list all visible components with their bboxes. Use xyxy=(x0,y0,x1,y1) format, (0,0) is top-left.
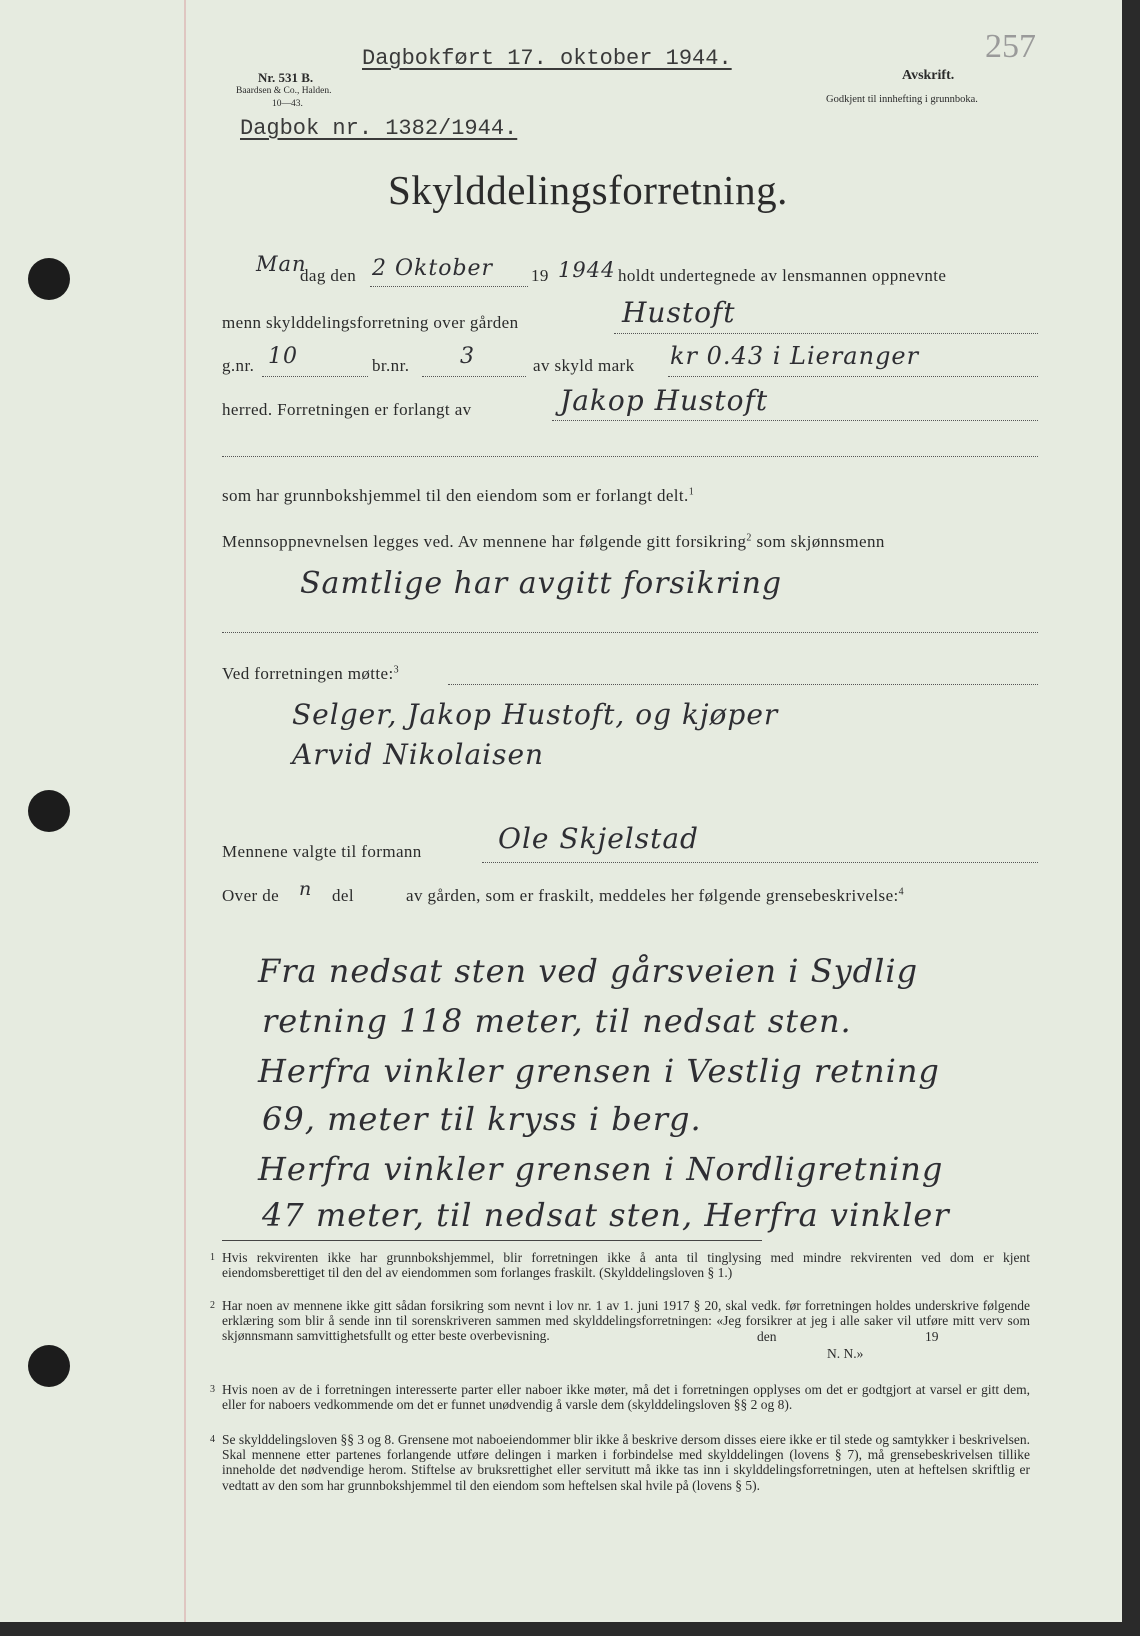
page-title: Skylddelingsforretning. xyxy=(388,167,788,213)
grense-line-1: Fra nedsat sten ved gårsveien i Sydlig xyxy=(258,952,919,990)
bnr-handwritten: 3 xyxy=(460,344,475,369)
footnote-1: 1 Hvis rekvirenten ikke har grunnbokshjemmel, blir forretningen ikke å anta til tinglysing med mindre rekvirenten ved dom er kjent eiendomsberettiget til den del av eiendommen som forlanges fraskilt. (Skylddelingsloven § 1.) xyxy=(210,1250,1030,1281)
requester-line xyxy=(552,420,1038,421)
dagbok-number: Dagbok nr. 1382/1944. xyxy=(240,116,518,141)
formann-line xyxy=(482,862,1038,863)
grense-line-6: 47 meter, til nedsat sten, Herfra vinkler xyxy=(262,1196,950,1234)
line1-text: holdt undertegnede av lensmannen oppnevnte xyxy=(618,266,947,285)
herred-label: herred. Forretningen er forlangt av xyxy=(222,400,472,419)
motte-handwritten-1: Selger, Jakop Hustoft, og kjøper xyxy=(292,698,779,731)
gnr-label: g.nr. xyxy=(222,356,255,375)
dag-den-label: dag den xyxy=(300,266,357,285)
dagbokfort-stamp: Dagbokført 17. oktober 1944. xyxy=(362,46,732,71)
skyld-handwritten: kr 0.43 i Lieranger xyxy=(670,342,920,370)
gard-line xyxy=(614,333,1038,334)
grense-line-4: 69, meter til kryss i berg. xyxy=(262,1100,702,1138)
weekday-handwritten: Man xyxy=(256,252,307,276)
motte-line xyxy=(448,684,1038,685)
motte-label: Ved forretningen møtte:$^3$ xyxy=(222,664,400,683)
form-number: Nr. 531 B. xyxy=(258,70,314,85)
over-handwritten: n xyxy=(299,878,313,900)
motte-handwritten-2: Arvid Nikolaisen xyxy=(292,738,545,771)
grense-line-2: retning 118 meter, til nedsat sten. xyxy=(262,1002,852,1040)
forsikring-handwritten: Samtlige har avgitt forsikring xyxy=(300,566,783,601)
footnote-2-nn: N. N.» xyxy=(827,1345,864,1361)
skyld-line xyxy=(668,376,1038,377)
footnote-2-den: den xyxy=(757,1328,777,1344)
year-handwritten: 1944 xyxy=(558,258,616,282)
punch-hole xyxy=(28,258,70,300)
gnr-line xyxy=(262,376,368,377)
year-prefix: 19 xyxy=(531,266,549,285)
footnote-3: 3 Hvis noen av de i forretningen interesserte parter eller naboer ikke møter, må det i forretningen opplyses om det er godtgjort at varsel er gitt dem, eller for naboers vedkommende om det er funnet unødvendig å varsle dem (skylddelingsloven §§ 2 og 8). xyxy=(210,1382,1030,1413)
forsikring-label: Mennsoppnevnelsen legges ved. Av mennene har følgende gitt forsikring$^2$ som skjønnsmenn xyxy=(222,532,885,551)
page-number: 257 xyxy=(985,28,1036,65)
gnr-handwritten: 10 xyxy=(268,344,298,369)
formann-handwritten: Ole Skjelstad xyxy=(498,822,699,855)
forsikring-line xyxy=(222,632,1038,633)
grense-label: av gården, som er fraskilt, meddeles her følgende grensebeskrivelse:$^4$ xyxy=(406,886,905,905)
godkjent-note: Godkjent til innhefting i grunnboka. xyxy=(826,94,978,105)
avskrift-label: Avskrift. xyxy=(902,68,955,83)
over-label: Over de xyxy=(222,886,280,905)
footnote-2: 2 Har noen av mennene ikke gitt sådan forsikring som nevnt i lov nr. 1 av 1. juni 1917 § 20, skal vedk. før forretningen holdes underskrive følgende erklæring som blir å sende inn til sorenskriveren sammen med skylddelingsforretningen: «Jeg forsikrer at jeg i alle saker vil utføre mitt verv som skjønnsmann samvittighetsfullt og etter beste overbevisning. den 19 N. N.» xyxy=(210,1298,1030,1361)
footnote-4: 4 Se skylddelingsloven §§ 3 og 8. Grensene mot naboeiendommer blir ikke å beskrive dersom disses eiere ikke er til stede og samtykker i beskrivelsen. Skal mennene etter partenes forlangende utføre delingen i marken i forbindelse med skylddelingen (lovens § 7), må grensebeskrivelsen tillike inneholde det nødvendige herom. Stiftelse av bruksrettighet eller servitutt må ikke tas inn i skylddelingsforretningen, uten at heftelsen skriftlig er vedtatt av den som har grunnbokshjemmel til den eiendom som heftelsen skal hvile på (lovens § 5). xyxy=(210,1432,1030,1493)
requester-handwritten: Jakop Hustoft xyxy=(560,384,769,417)
skyld-label: av skyld mark xyxy=(533,356,635,375)
gard-label: menn skylddelingsforretning over gården xyxy=(222,313,519,332)
formann-label: Mennene valgte til formann xyxy=(222,842,422,861)
punch-hole xyxy=(28,790,70,832)
footnote-2-year: 19 xyxy=(925,1328,939,1344)
del-label: del xyxy=(332,886,354,905)
grense-line-3: Herfra vinkler grensen i Vestlig retning xyxy=(258,1052,940,1090)
hjemmel-label: som har grunnbokshjemmel til den eiendom som er forlangt delt.$^1$ xyxy=(222,486,695,505)
blank-line xyxy=(222,456,1038,457)
bnr-line xyxy=(422,376,526,377)
date-handwritten: 2 Oktober xyxy=(372,256,494,281)
printer-date: 10—43. xyxy=(272,99,303,109)
grense-line-5: Herfra vinkler grensen i Nordligretning xyxy=(258,1150,944,1188)
gard-handwritten: Hustoft xyxy=(622,296,736,329)
margin-line xyxy=(184,0,186,1622)
footnote-separator xyxy=(222,1240,762,1241)
date-line xyxy=(370,286,528,287)
punch-hole xyxy=(28,1345,70,1387)
bnr-label: br.nr. xyxy=(372,356,410,375)
printer-line: Baardsen & Co., Halden. xyxy=(236,86,332,96)
